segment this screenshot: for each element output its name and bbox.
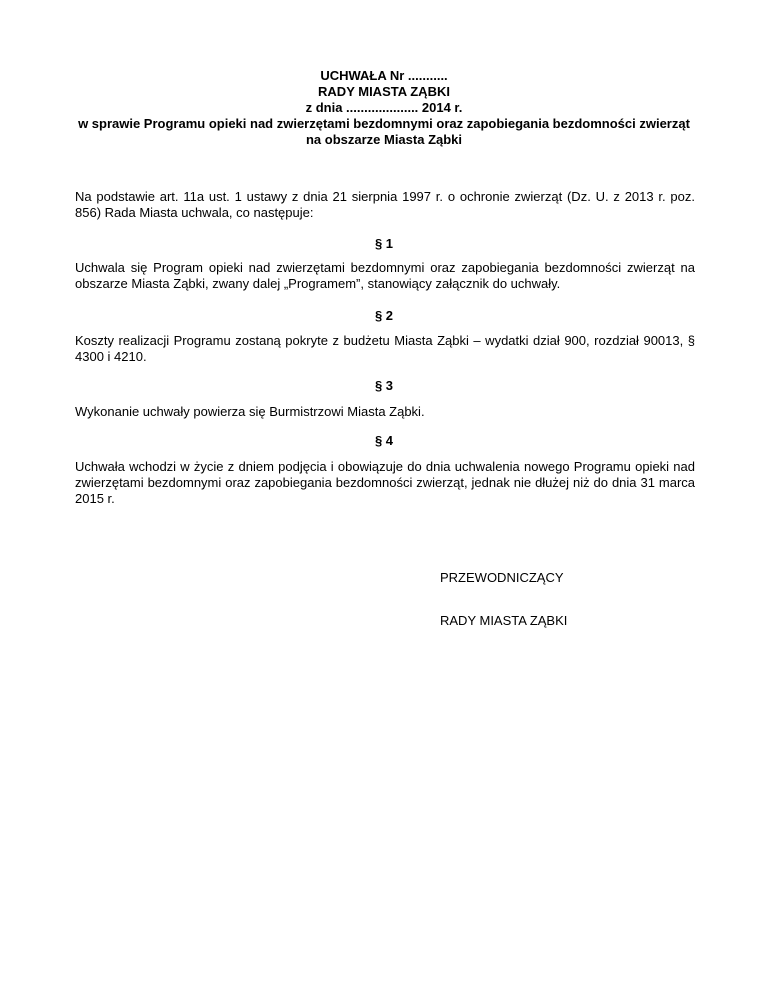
section-sign-4: § 4 [374, 433, 394, 448]
council-name: RADY MIASTA ZĄBKI [318, 84, 450, 99]
section-text-2: Koszty realizacji Programu zostaną pokryte z budżetu Miasta Ząbki – wydatki dział 900, rozdział 90013, § 4300 i 4210. [75, 333, 695, 364]
section-sign-3: § 3 [374, 378, 394, 393]
section-text-1: Uchwala się Program opieki nad zwierzętami bezdomnymi oraz zapobiegania bezdomności zwierząt na obszarze Miasta Ząbki, zwany dalej „Programem”, stanowiący załącznik do uchwały. [75, 260, 695, 291]
resolution-number: UCHWAŁA Nr ........... [320, 68, 448, 83]
resolution-date: z dnia .................... 2014 r. [305, 100, 463, 115]
signature-council: RADY MIASTA ZĄBKI [440, 613, 568, 628]
preamble: Na podstawie art. 11a ust. 1 ustawy z dnia 21 sierpnia 1997 r. o ochronie zwierząt (Dz. U. z 2013 r. poz. 856) Rada Miasta uchwala, co następuje: [75, 189, 695, 220]
section-sign-1: § 1 [374, 236, 394, 251]
resolution-subject: w sprawie Programu opieki nad zwierzętami bezdomnymi oraz zapobiegania bezdomności zwierząt [78, 116, 690, 131]
section-text-4: Uchwała wchodzi w życie z dniem podjęcia i obowiązuje do dnia uchwalenia nowego Programu opieki nad zwierzętami bezdomnymi oraz zapobiegania bezdomności zwierząt, jednak nie dłużej niż do dnia 31 marca 2015 r. [75, 459, 695, 506]
resolution-header [0, 68, 768, 148]
section-sign-2: § 2 [374, 308, 394, 323]
resolution-subject-cont: na obszarze Miasta Ząbki [305, 132, 463, 147]
section-text-3: Wykonanie uchwały powierza się Burmistrzowi Miasta Ząbki. [75, 404, 425, 419]
signature-title: PRZEWODNICZĄCY [440, 570, 564, 585]
